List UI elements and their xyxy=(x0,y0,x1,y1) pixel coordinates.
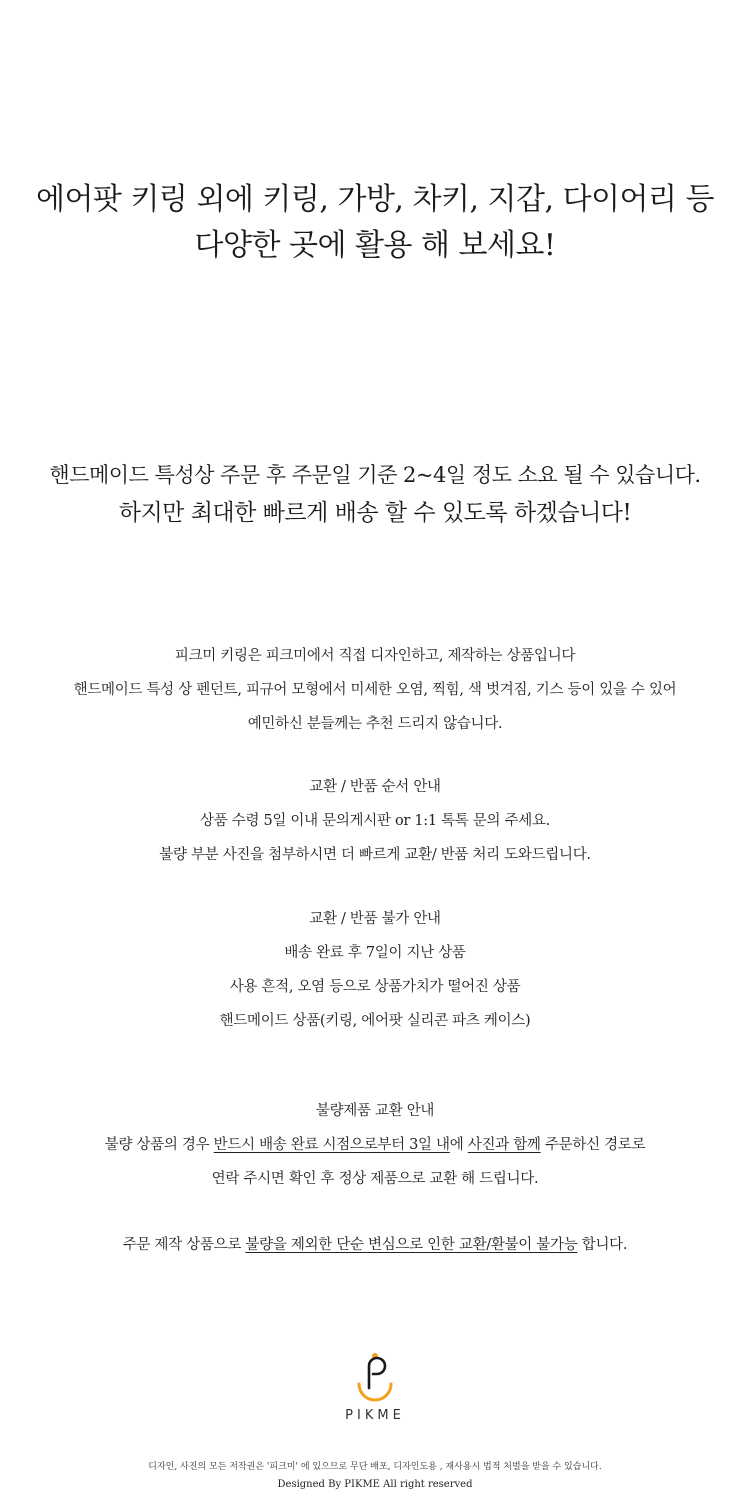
exchange-unavailable-line: 배송 완료 후 7일이 지난 상품 xyxy=(284,945,466,961)
headline xyxy=(0,177,750,269)
headline-line-2: 다양한 곳에 활용 해 보세요! xyxy=(194,228,556,263)
pikme-logo xyxy=(335,1352,415,1423)
exchange-unavailable-section xyxy=(0,902,750,1038)
no-refund-notice: 주문 제작 상품으로 불량을 제외한 단순 변심으로 인한 교환/환불이 불가능 합니다. xyxy=(122,1237,628,1253)
defect-line-1: 불량 상품의 경우 반드시 배송 완료 시점으로부터 3일 내에 사진과 함께 주문하신 경로로 xyxy=(104,1137,646,1153)
defect-exchange-section xyxy=(0,1094,750,1196)
defect-photo-underline: 사진과 함께 xyxy=(467,1137,541,1153)
exchange-unavailable-title: 교환 / 반품 불가 안내 xyxy=(309,911,441,927)
shipping-notice xyxy=(0,456,750,532)
defect-line-2: 연락 주시면 확인 후 정상 제품으로 교환 해 드립니다. xyxy=(211,1171,539,1187)
designed-by: Designed By PIKME All right reserved xyxy=(277,1479,473,1490)
defect-title: 불량제품 교환 안내 xyxy=(315,1103,435,1119)
exchange-order-section xyxy=(0,770,750,872)
logo-p-stroke xyxy=(369,1358,385,1388)
no-refund-underline: 불량을 제외한 단순 변심으로 인한 교환/환불이 불가능 xyxy=(245,1237,578,1253)
exchange-order-title: 교환 / 반품 순서 안내 xyxy=(309,779,441,795)
logo-smile xyxy=(359,1384,391,1400)
shipping-line-2: 하지만 최대한 빠르게 배송 할 수 있도록 하겠습니다! xyxy=(118,500,632,526)
exchange-unavailable-line: 핸드메이드 상품(키링, 에어팟 실리콘 파츠 케이스) xyxy=(219,1013,531,1029)
intro-line: 피크미 키링은 피크미에서 직접 디자인하고, 제작하는 상품입니다 xyxy=(174,648,576,664)
shipping-line-1: 핸드메이드 특성상 주문 후 주문일 기준 2~4일 정도 소요 될 수 있습니다. xyxy=(49,463,701,487)
headline-line-1: 에어팟 키링 외에 키링, 가방, 차키, 지갑, 다이어리 등 xyxy=(35,182,715,217)
intro-line: 핸드메이드 특성 상 펜던트, 피규어 모형에서 미세한 오염, 찍힘, 색 벗겨짐, 기스 등이 있을 수 있어 xyxy=(73,682,677,698)
exchange-order-line: 불량 부분 사진을 첨부하시면 더 빠르게 교환/ 반품 처리 도와드립니다. xyxy=(159,847,591,863)
intro-line: 예민하신 분들께는 추천 드리지 않습니다. xyxy=(247,716,503,732)
brand-name: PIKME xyxy=(345,1408,405,1423)
exchange-order-line: 상품 수령 5일 이내 문의게시판 or 1:1 톡톡 문의 주세요. xyxy=(200,813,550,829)
pikme-logo-icon xyxy=(355,1352,395,1402)
defect-deadline-underline: 반드시 배송 완료 시점으로부터 3일 내 xyxy=(213,1137,450,1153)
intro-text xyxy=(0,639,750,741)
copyright-notice: 디자인, 사진의 모든 저작권은 '피크미' 에 있으므로 무단 배포, 디자인도용 , 재사용시 법적 처벌을 받을 수 있습니다. xyxy=(148,1462,602,1472)
exchange-unavailable-line: 사용 흔적, 오염 등으로 상품가치가 떨어진 상품 xyxy=(229,979,521,995)
